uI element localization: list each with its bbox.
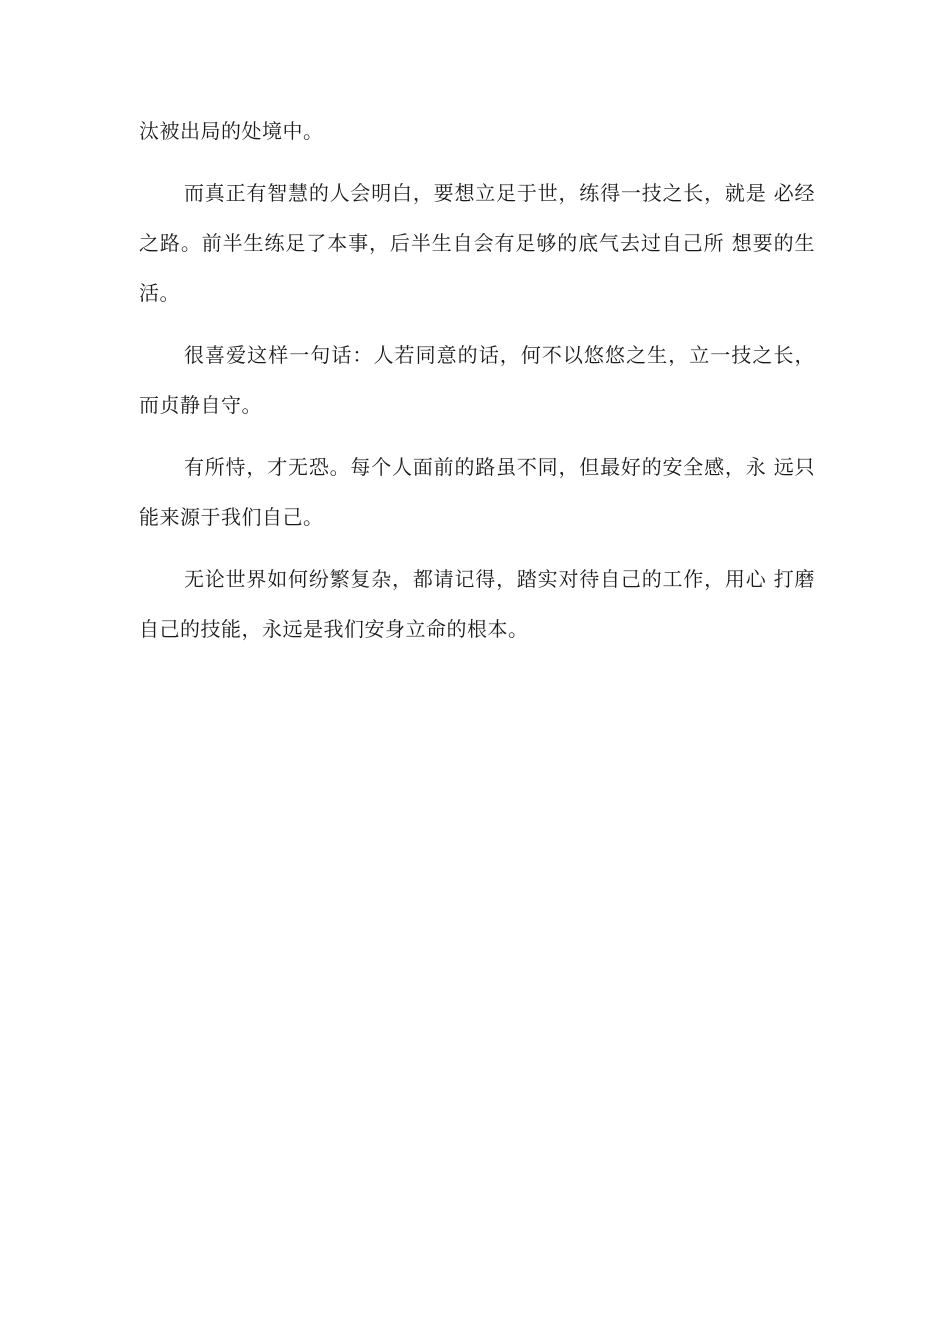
paragraph-2: 而真正有智慧的人会明白，要想立足于世，练得一技之长，就是 必经之路。前半生练足了本事，后半生自会有足够的底气去过自己所 想要的生活。	[139, 181, 815, 305]
document-body	[139, 106, 815, 666]
paragraph-5: 无论世界如何纷繁复杂，都请记得，踏实对待自己的工作，用心 打磨自己的技能，永远是我们安身立命的根本。	[139, 567, 815, 641]
paragraph-1: 汰被出局的处境中。	[139, 119, 324, 143]
paragraph-3: 很喜爱这样一句话：人若同意的话，何不以悠悠之生，立一技之长，而贞静自守。	[139, 343, 815, 417]
paragraph-4: 有所恃，才无恐。每个人面前的路虽不同，但最好的安全感，永 远只能来源于我们自己。	[139, 455, 815, 529]
